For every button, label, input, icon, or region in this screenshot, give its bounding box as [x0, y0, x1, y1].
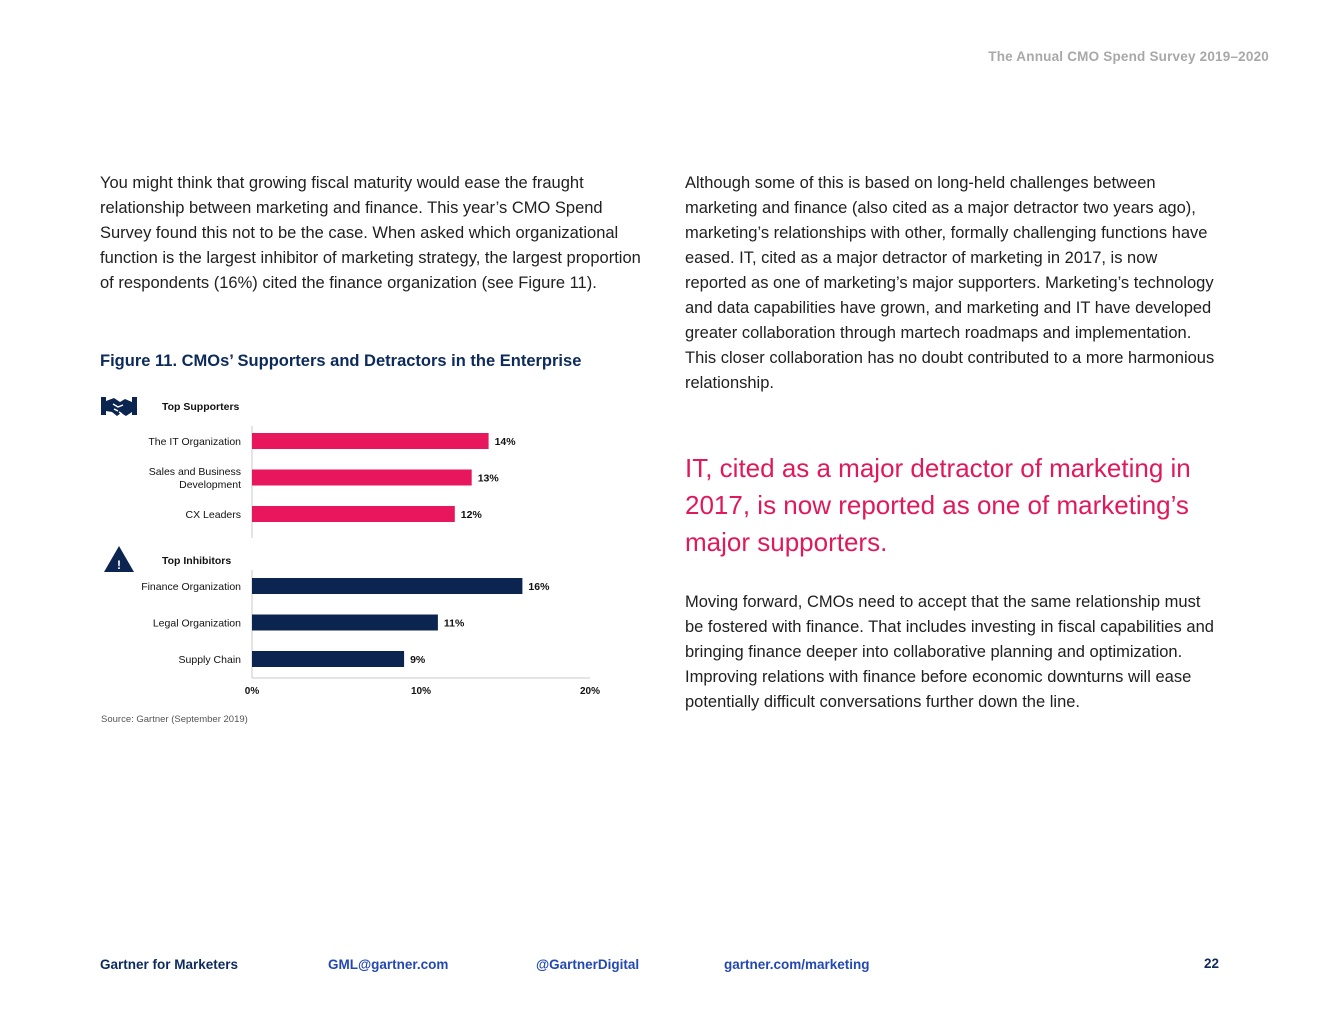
chart-group-header: Top Supporters: [162, 401, 240, 413]
chart-bar: [252, 470, 472, 486]
chart-category-label: CX Leaders: [185, 509, 241, 521]
left-column: [100, 171, 645, 296]
warning-icon-mark: !: [117, 558, 121, 572]
closing-paragraph: Moving forward, CMOs need to accept that the same relationship must be fostered with finance. That includes investing in fiscal capabilities and bringing finance deeper into collaborative planning and optimization. Improving relations with finance before economic downturns will ease potentially difficult conversations further down the line.: [685, 593, 1214, 711]
chart-data-label: 16%: [528, 581, 550, 593]
page-number: 22: [1203, 956, 1219, 971]
chart-category-label: The IT Organization: [148, 436, 241, 448]
supporters-detractors-chart: [95, 390, 615, 710]
chart-data-label: 14%: [494, 436, 516, 448]
chart-data-label: 13%: [477, 472, 499, 485]
closing-column: [685, 590, 1220, 715]
footer-website-link[interactable]: gartner.com/marketing: [724, 957, 870, 972]
body-paragraph: Although some of this is based on long-held challenges between marketing and finance (also cited as a major detractor two years ago), marketing’s relationships with other, formally challenging functions have eased. IT, cited as a major detractor of marketing in 2017, is now reported as one of marketing’s major supporters. Marketing’s technology and data capabilities have grown, and marketing and IT have developed greater collaboration through martech roadmaps and implementation. This closer collaboration has no doubt contributed to a more harmonious relationship.: [685, 174, 1215, 392]
chart-data-label: 9%: [410, 654, 426, 666]
intro-paragraph: You might think that growing fiscal maturity would ease the fraught relationship between marketing and finance. This year’s CMO Spend Survey found this not to be the case. When asked which organizational function is the largest inhibitor of marketing strategy, the largest proportion of respondents (16%) cited the finance organization (see Figure 11).: [100, 174, 641, 292]
chart-data-label: 11%: [443, 617, 465, 630]
footer-brand: Gartner for Marketers: [100, 957, 239, 972]
footer-email-link[interactable]: GML@gartner.com: [328, 957, 449, 972]
footer-twitter-link[interactable]: @GartnerDigital: [536, 957, 640, 972]
chart-group-header: Top Inhibitors: [162, 555, 232, 567]
chart-bar: [252, 651, 404, 667]
chart-bar: [252, 506, 455, 522]
handshake-icon: [101, 397, 137, 416]
chart-category-label: Sales and Business: [148, 466, 241, 478]
chart-x-tick-label: 10%: [410, 686, 432, 697]
chart-category-label: Legal Organization: [152, 617, 241, 630]
figure-source: Source: Gartner (September 2019): [101, 714, 248, 725]
chart-category-label: Finance Organization: [141, 581, 241, 593]
chart-data-label: 12%: [460, 509, 482, 521]
chart-x-tick-label: 20%: [579, 686, 601, 697]
chart-category-label: Supply Chain: [178, 654, 241, 666]
chart-bar: [252, 615, 438, 631]
chart-x-tick-label: 0%: [244, 686, 260, 697]
running-header-title: The Annual CMO Spend Survey 2019–2020: [988, 49, 1269, 64]
right-column: [685, 171, 1220, 396]
figure-title: Figure 11. CMOs’ Supporters and Detractors in the Enterprise: [100, 352, 582, 370]
chart-category-label: Development: [179, 479, 241, 491]
chart-bar: [252, 578, 522, 594]
pull-quote: IT, cited as a major detractor of marketing in 2017, is now reported as one of marketing’s major supporters.: [685, 453, 1191, 557]
chart-bar: [252, 433, 489, 449]
